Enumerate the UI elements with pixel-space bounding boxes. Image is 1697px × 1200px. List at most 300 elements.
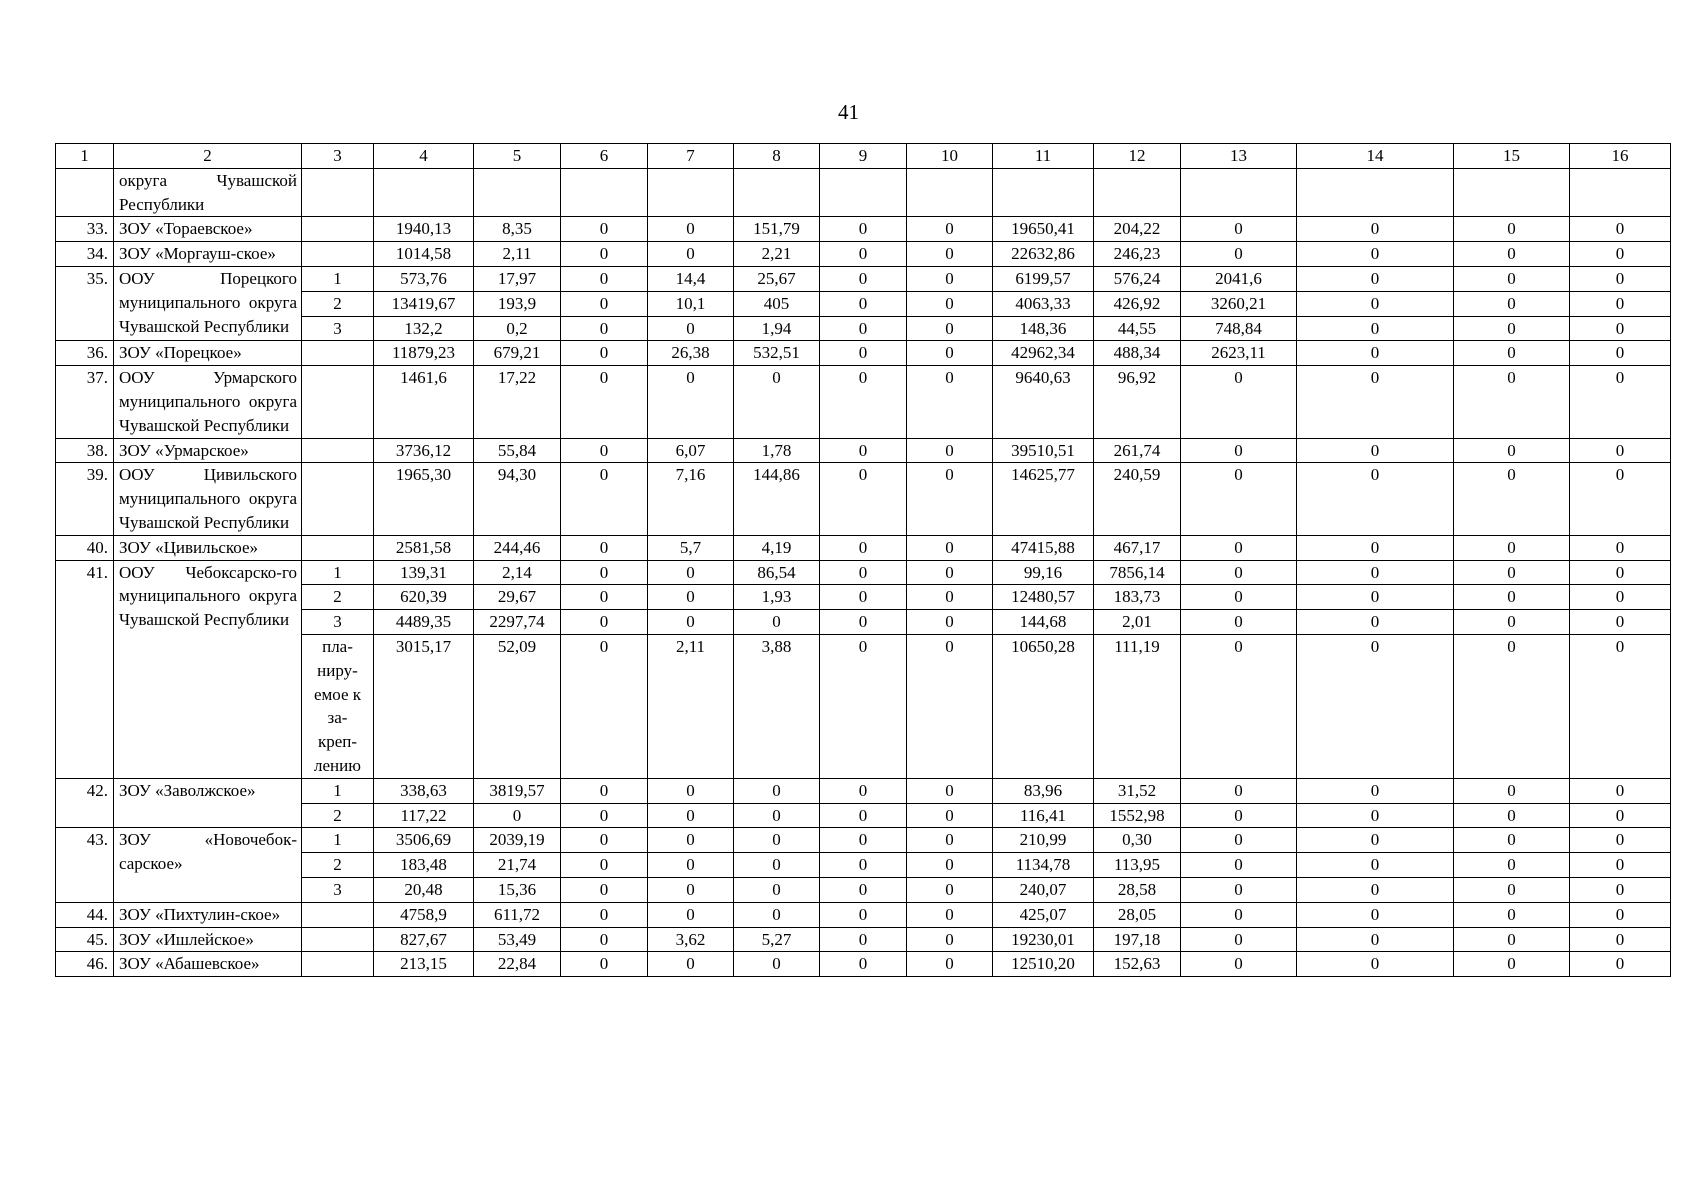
value-cell: 0 <box>1570 778 1671 803</box>
value-cell: 0 <box>648 828 734 853</box>
value-cell: 338,63 <box>374 778 474 803</box>
value-cell: 0 <box>561 560 648 585</box>
value-cell: 0 <box>1297 853 1454 878</box>
value-cell: 53,49 <box>474 927 561 952</box>
value-cell <box>1297 168 1454 217</box>
value-cell: 0 <box>648 877 734 902</box>
value-cell: 0 <box>907 902 993 927</box>
value-cell: 52,09 <box>474 634 561 778</box>
table-row <box>56 952 1671 977</box>
value-cell: 5,27 <box>734 927 820 952</box>
value-cell <box>1570 168 1671 217</box>
value-cell: 0 <box>561 438 648 463</box>
section-number <box>302 168 374 217</box>
value-cell: 12510,20 <box>993 952 1094 977</box>
zone-name: ЗОУ «Моргауш-ское» <box>114 242 302 267</box>
value-cell: 31,52 <box>1094 778 1181 803</box>
value-cell: 620,39 <box>374 585 474 610</box>
value-cell: 261,74 <box>1094 438 1181 463</box>
value-cell: 152,63 <box>1094 952 1181 977</box>
value-cell: 0 <box>1454 291 1570 316</box>
section-number: 1 <box>302 828 374 853</box>
value-cell: 0 <box>1297 217 1454 242</box>
value-cell: 405 <box>734 291 820 316</box>
row-number: 37. <box>56 366 114 438</box>
value-cell: 44,55 <box>1094 316 1181 341</box>
section-number <box>302 463 374 535</box>
value-cell: 0 <box>820 610 907 635</box>
value-cell: 1461,6 <box>374 366 474 438</box>
value-cell: 0 <box>734 803 820 828</box>
value-cell: 0 <box>561 634 648 778</box>
value-cell: 0 <box>907 341 993 366</box>
zone-name: ЗОУ «Цивильское» <box>114 535 302 560</box>
section-number <box>302 927 374 952</box>
section-number: 1 <box>302 778 374 803</box>
value-cell: 83,96 <box>993 778 1094 803</box>
planned-text-line: креп- <box>317 732 358 752</box>
value-cell: 28,05 <box>1094 902 1181 927</box>
value-cell: 0 <box>1454 266 1570 291</box>
value-cell: 0 <box>820 463 907 535</box>
value-cell: 0 <box>1454 778 1570 803</box>
value-cell: 0 <box>648 803 734 828</box>
value-cell: 7856,14 <box>1094 560 1181 585</box>
value-cell: 0 <box>734 952 820 977</box>
value-cell: 0 <box>1570 902 1671 927</box>
value-cell: 0 <box>1570 316 1671 341</box>
value-cell: 144,86 <box>734 463 820 535</box>
value-cell: 25,67 <box>734 266 820 291</box>
value-cell: 0 <box>648 560 734 585</box>
value-cell: 0 <box>1454 463 1570 535</box>
value-cell: 0 <box>1454 877 1570 902</box>
column-header: 15 <box>1454 144 1570 169</box>
value-cell: 0 <box>474 803 561 828</box>
value-cell: 0 <box>820 778 907 803</box>
value-cell: 0 <box>561 927 648 952</box>
value-cell: 0 <box>820 341 907 366</box>
value-cell: 0 <box>1454 927 1570 952</box>
column-header: 3 <box>302 144 374 169</box>
value-cell: 0 <box>907 828 993 853</box>
value-cell: 0 <box>561 877 648 902</box>
value-cell: 113,95 <box>1094 853 1181 878</box>
section-number <box>302 535 374 560</box>
column-header: 9 <box>820 144 907 169</box>
value-cell: 0 <box>1454 438 1570 463</box>
column-header: 7 <box>648 144 734 169</box>
value-cell: 2,01 <box>1094 610 1181 635</box>
value-cell: 5,7 <box>648 535 734 560</box>
row-number <box>56 168 114 217</box>
value-cell: 1,78 <box>734 438 820 463</box>
value-cell: 0 <box>907 291 993 316</box>
value-cell: 1552,98 <box>1094 803 1181 828</box>
value-cell <box>1181 168 1297 217</box>
value-cell: 0 <box>1570 585 1671 610</box>
value-cell: 0 <box>561 828 648 853</box>
section-number: 1 <box>302 560 374 585</box>
zone-name: ООУ Порецкого муниципального округа Чувашской Республики <box>114 266 302 340</box>
value-cell: 0 <box>1570 927 1671 952</box>
value-cell: 39510,51 <box>993 438 1094 463</box>
value-cell: 0 <box>1297 291 1454 316</box>
value-cell <box>907 168 993 217</box>
value-cell: 0 <box>907 610 993 635</box>
value-cell: 0 <box>1181 366 1297 438</box>
table-row <box>56 535 1671 560</box>
value-cell: 0 <box>1454 902 1570 927</box>
value-cell: 0 <box>561 366 648 438</box>
value-cell: 0 <box>1454 803 1570 828</box>
value-cell: 0 <box>561 853 648 878</box>
value-cell: 0 <box>1570 634 1671 778</box>
value-cell: 3506,69 <box>374 828 474 853</box>
row-number: 38. <box>56 438 114 463</box>
value-cell: 0 <box>820 535 907 560</box>
value-cell: 0 <box>561 316 648 341</box>
zone-name: ЗОУ «Ишлейское» <box>114 927 302 952</box>
value-cell: 240,07 <box>993 877 1094 902</box>
value-cell: 0 <box>1570 877 1671 902</box>
value-cell: 0 <box>820 853 907 878</box>
value-cell: 0 <box>1297 266 1454 291</box>
value-cell: 0 <box>1454 242 1570 267</box>
planned-text-line: за- <box>327 708 348 728</box>
value-cell: 0 <box>1570 610 1671 635</box>
value-cell: 0 <box>1181 803 1297 828</box>
value-cell: 4063,33 <box>993 291 1094 316</box>
value-cell: 0 <box>1297 877 1454 902</box>
value-cell: 8,35 <box>474 217 561 242</box>
value-cell: 2,14 <box>474 560 561 585</box>
section-number: 3 <box>302 610 374 635</box>
value-cell: 2581,58 <box>374 535 474 560</box>
value-cell: 0 <box>1454 853 1570 878</box>
value-cell: 532,51 <box>734 341 820 366</box>
zone-name: ООУ Цивильского муниципального округа Чувашской Республики <box>114 463 302 535</box>
value-cell: 0 <box>561 242 648 267</box>
value-cell: 12480,57 <box>993 585 1094 610</box>
page-number: 41 <box>838 100 859 124</box>
table-row <box>56 560 1671 585</box>
value-cell: 210,99 <box>993 828 1094 853</box>
table-row <box>56 927 1671 952</box>
planned-text-line: ниру- <box>317 660 358 680</box>
value-cell: 0 <box>1454 535 1570 560</box>
table-row <box>56 902 1671 927</box>
value-cell: 0 <box>1181 535 1297 560</box>
value-cell: 22,84 <box>474 952 561 977</box>
value-cell: 132,2 <box>374 316 474 341</box>
value-cell: 42962,34 <box>993 341 1094 366</box>
value-cell: 0 <box>1181 438 1297 463</box>
value-cell: 10,1 <box>648 291 734 316</box>
table-row <box>56 438 1671 463</box>
value-cell: 0 <box>1297 560 1454 585</box>
value-cell: 116,41 <box>993 803 1094 828</box>
value-cell: 0 <box>820 291 907 316</box>
table-row <box>56 366 1671 438</box>
section-number <box>302 217 374 242</box>
value-cell: 0 <box>561 902 648 927</box>
value-cell: 29,67 <box>474 585 561 610</box>
value-cell: 0 <box>820 266 907 291</box>
value-cell: 0 <box>1181 927 1297 952</box>
row-number: 42. <box>56 778 114 828</box>
value-cell: 488,34 <box>1094 341 1181 366</box>
value-cell <box>374 168 474 217</box>
value-cell: 0 <box>1570 266 1671 291</box>
value-cell: 0 <box>907 560 993 585</box>
value-cell: 0 <box>1570 828 1671 853</box>
value-cell: 0 <box>561 266 648 291</box>
value-cell: 0 <box>561 463 648 535</box>
row-number: 46. <box>56 952 114 977</box>
value-cell: 1,93 <box>734 585 820 610</box>
value-cell: 0 <box>1570 291 1671 316</box>
value-cell: 0 <box>648 217 734 242</box>
section-number <box>302 366 374 438</box>
value-cell: 0 <box>734 610 820 635</box>
value-cell: 0 <box>1181 828 1297 853</box>
value-cell: 20,48 <box>374 877 474 902</box>
value-cell: 0 <box>1454 560 1570 585</box>
value-cell: 0 <box>1570 242 1671 267</box>
value-cell: 151,79 <box>734 217 820 242</box>
value-cell: 10650,28 <box>993 634 1094 778</box>
value-cell: 0 <box>734 877 820 902</box>
row-number: 34. <box>56 242 114 267</box>
planned-text-line: емое к <box>313 684 362 704</box>
column-header: 5 <box>474 144 561 169</box>
value-cell: 1134,78 <box>993 853 1094 878</box>
value-cell: 0 <box>1570 438 1671 463</box>
value-cell: 17,97 <box>474 266 561 291</box>
value-cell: 0 <box>561 535 648 560</box>
value-cell: 26,38 <box>648 341 734 366</box>
zone-name: ЗОУ «Урмарское» <box>114 438 302 463</box>
column-header: 10 <box>907 144 993 169</box>
value-cell: 197,18 <box>1094 927 1181 952</box>
value-cell: 213,15 <box>374 952 474 977</box>
value-cell: 0 <box>820 634 907 778</box>
column-header: 13 <box>1181 144 1297 169</box>
value-cell: 0,2 <box>474 316 561 341</box>
value-cell: 0 <box>1570 463 1671 535</box>
value-cell: 15,36 <box>474 877 561 902</box>
value-cell: 0 <box>1454 341 1570 366</box>
row-number: 39. <box>56 463 114 535</box>
value-cell: 4489,35 <box>374 610 474 635</box>
value-cell: 2623,11 <box>1181 341 1297 366</box>
value-cell: 0 <box>734 366 820 438</box>
value-cell: 0 <box>1181 585 1297 610</box>
value-cell: 0 <box>561 778 648 803</box>
table-row <box>56 828 1671 853</box>
section-number <box>302 952 374 977</box>
value-cell: 679,21 <box>474 341 561 366</box>
value-cell: 22632,86 <box>993 242 1094 267</box>
value-cell: 2,11 <box>648 634 734 778</box>
value-cell: 0 <box>907 242 993 267</box>
value-cell: 0 <box>1570 341 1671 366</box>
value-cell: 0 <box>907 585 993 610</box>
value-cell: 0 <box>648 610 734 635</box>
row-number: 44. <box>56 902 114 927</box>
value-cell: 0 <box>561 341 648 366</box>
value-cell: 0 <box>1570 366 1671 438</box>
value-cell: 3,62 <box>648 927 734 952</box>
value-cell: 111,19 <box>1094 634 1181 778</box>
value-cell: 240,59 <box>1094 463 1181 535</box>
data-table <box>55 143 1671 977</box>
value-cell: 0 <box>1297 778 1454 803</box>
value-cell: 0 <box>1454 610 1570 635</box>
value-cell: 0 <box>907 634 993 778</box>
value-cell <box>1454 168 1570 217</box>
value-cell: 0 <box>1297 366 1454 438</box>
value-cell: 117,22 <box>374 803 474 828</box>
value-cell: 13419,67 <box>374 291 474 316</box>
zone-name: ООУ Урмарского муниципального округа Чувашской Республики <box>114 366 302 438</box>
value-cell: 0 <box>1297 463 1454 535</box>
value-cell: 0 <box>1454 316 1570 341</box>
value-cell: 748,84 <box>1181 316 1297 341</box>
value-cell: 0 <box>1297 438 1454 463</box>
section-number: 2 <box>302 853 374 878</box>
value-cell: 0 <box>1297 803 1454 828</box>
value-cell <box>561 168 648 217</box>
section-number <box>302 438 374 463</box>
value-cell: 0 <box>907 316 993 341</box>
value-cell: 0 <box>820 877 907 902</box>
value-cell: 0 <box>648 853 734 878</box>
value-cell: 0 <box>648 366 734 438</box>
value-cell: 6,07 <box>648 438 734 463</box>
table-row <box>56 463 1671 535</box>
value-cell: 0 <box>1181 242 1297 267</box>
section-number: 3 <box>302 877 374 902</box>
value-cell <box>993 168 1094 217</box>
table-row <box>56 778 1671 803</box>
zone-name: ЗОУ «Заволжское» <box>114 778 302 828</box>
value-cell: 0 <box>561 610 648 635</box>
row-number: 33. <box>56 217 114 242</box>
value-cell: 3736,12 <box>374 438 474 463</box>
value-cell: 1014,58 <box>374 242 474 267</box>
zone-name: ЗОУ «Тораевское» <box>114 217 302 242</box>
value-cell: 3819,57 <box>474 778 561 803</box>
value-cell: 0 <box>1181 560 1297 585</box>
table-row <box>56 341 1671 366</box>
value-cell: 0 <box>907 266 993 291</box>
column-header: 2 <box>114 144 302 169</box>
value-cell <box>648 168 734 217</box>
zone-name: округа Чувашской Республики <box>114 168 302 217</box>
value-cell: 0 <box>1297 902 1454 927</box>
value-cell: 0 <box>648 902 734 927</box>
value-cell: 0 <box>907 877 993 902</box>
value-cell: 246,23 <box>1094 242 1181 267</box>
section-number <box>302 242 374 267</box>
zone-name: ООУ Чебоксарско-го муниципального округа Чувашской Республики <box>114 560 302 778</box>
value-cell: 0 <box>648 585 734 610</box>
value-cell: 0 <box>1297 535 1454 560</box>
value-cell <box>734 168 820 217</box>
value-cell: 0 <box>907 366 993 438</box>
value-cell: 576,24 <box>1094 266 1181 291</box>
value-cell: 0 <box>648 316 734 341</box>
value-cell: 827,67 <box>374 927 474 952</box>
column-header: 14 <box>1297 144 1454 169</box>
column-header: 11 <box>993 144 1094 169</box>
value-cell: 0 <box>561 952 648 977</box>
value-cell: 0 <box>561 803 648 828</box>
value-cell: 0 <box>1297 927 1454 952</box>
value-cell: 0 <box>1181 610 1297 635</box>
value-cell: 0 <box>1454 366 1570 438</box>
value-cell: 1,94 <box>734 316 820 341</box>
value-cell: 0 <box>820 902 907 927</box>
value-cell: 193,9 <box>474 291 561 316</box>
value-cell: 0 <box>820 927 907 952</box>
table-row <box>56 242 1671 267</box>
column-header: 6 <box>561 144 648 169</box>
table-row <box>56 217 1671 242</box>
value-cell: 0 <box>561 585 648 610</box>
value-cell: 0 <box>907 778 993 803</box>
header-row <box>56 144 1671 169</box>
row-number: 36. <box>56 341 114 366</box>
row-number: 43. <box>56 828 114 902</box>
value-cell: 3,88 <box>734 634 820 778</box>
value-cell: 0 <box>1454 585 1570 610</box>
value-cell: 17,22 <box>474 366 561 438</box>
value-cell: 0 <box>907 463 993 535</box>
value-cell: 2041,6 <box>1181 266 1297 291</box>
value-cell: 0 <box>820 366 907 438</box>
value-cell: 55,84 <box>474 438 561 463</box>
value-cell: 611,72 <box>474 902 561 927</box>
value-cell: 0 <box>734 828 820 853</box>
row-number: 45. <box>56 927 114 952</box>
value-cell <box>820 168 907 217</box>
value-cell: 0 <box>1181 634 1297 778</box>
value-cell: 0 <box>907 535 993 560</box>
value-cell: 0 <box>1297 341 1454 366</box>
zone-name: ЗОУ «Порецкое» <box>114 341 302 366</box>
value-cell: 86,54 <box>734 560 820 585</box>
value-cell: 0 <box>820 316 907 341</box>
value-cell: 0 <box>1570 535 1671 560</box>
value-cell: 0 <box>648 952 734 977</box>
value-cell: 0 <box>820 803 907 828</box>
value-cell: 2,11 <box>474 242 561 267</box>
value-cell: 47415,88 <box>993 535 1094 560</box>
value-cell: 94,30 <box>474 463 561 535</box>
value-cell: 244,46 <box>474 535 561 560</box>
value-cell: 0 <box>1454 952 1570 977</box>
planned-text-line: лению <box>314 755 361 775</box>
value-cell: 0 <box>907 927 993 952</box>
value-cell: 0 <box>1570 853 1671 878</box>
value-cell: 3015,17 <box>374 634 474 778</box>
column-header: 4 <box>374 144 474 169</box>
column-header: 16 <box>1570 144 1671 169</box>
value-cell: 14,4 <box>648 266 734 291</box>
